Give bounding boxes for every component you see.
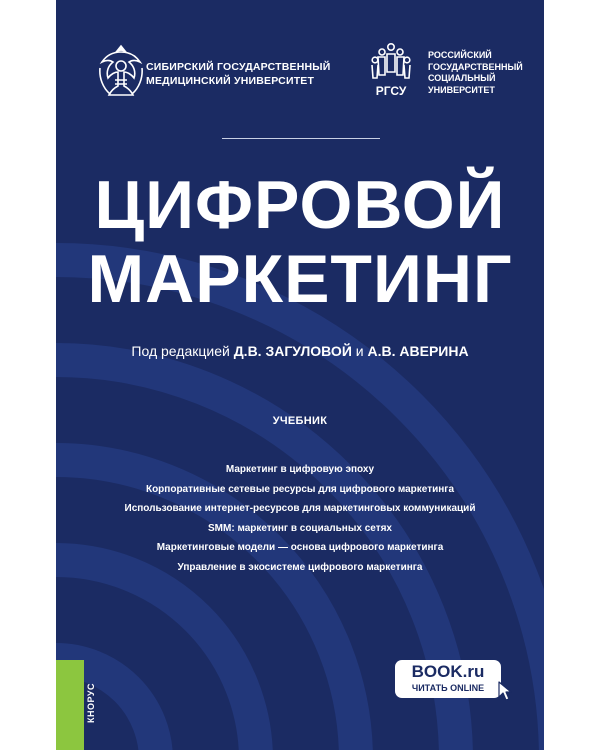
editors-line [56,342,544,360]
book-ru-subtitle: ЧИТАТЬ ONLINE [411,683,485,693]
university-2-line: ГОСУДАРСТВЕННЫЙ [428,61,523,72]
editors-conjunction: и [355,343,364,359]
book-ru-brand: BOOK.ru [411,662,485,681]
university-2-name [428,50,538,96]
topic-item: SMM: маркетинг в социальных сетях [208,522,392,534]
publisher-spine-strip [56,660,84,750]
book-title-line: МАРКЕТИНГ [87,241,513,317]
mouse-cursor-icon [498,681,512,701]
book-title [56,168,544,316]
book-cover [56,0,544,750]
editor-2: А.В. АВЕРИНА [367,343,469,359]
university-1-line: МЕДИЦИНСКИЙ УНИВЕРСИТЕТ [146,75,315,87]
book-type: УЧЕБНИК [272,415,328,427]
topics-list [56,460,544,578]
divider [222,138,380,139]
topic-item: Использование интернет-ресурсов для маркетинговых коммуникаций [124,503,476,515]
publisher-name: КНОРУС [86,683,96,723]
book-ru-badge[interactable] [395,660,501,698]
topic-item: Маркетинговые модели — основа цифрового маркетинга [156,542,444,554]
topic-item: Корпоративные сетевые ресурсы для цифрового маркетинга [145,483,455,495]
book-title-line: ЦИФРОВОЙ [94,167,506,243]
university-2-line: РОССИЙСКИЙ [428,50,492,60]
editors-prefix: Под редакцией [131,343,230,359]
university-1-line: СИБИРСКИЙ ГОСУДАРСТВЕННЫЙ [146,61,331,73]
university-2-line: СОЦИАЛЬНЫЙ [428,73,496,83]
university-1-name [146,60,346,88]
decorative-arcs [56,0,544,750]
topic-item: Управление в экосистеме цифрового маркетинга [177,561,423,573]
rgsu-logo-text: РГСУ [375,84,407,98]
rgsu-people-icon [370,42,412,98]
coat-of-arms-icon [94,42,148,100]
topic-item: Маркетинг в цифровую эпоху [225,464,375,475]
university-2-line: УНИВЕРСИТЕТ [428,84,495,95]
editor-1: Д.В. ЗАГУЛОВОЙ [233,343,352,359]
